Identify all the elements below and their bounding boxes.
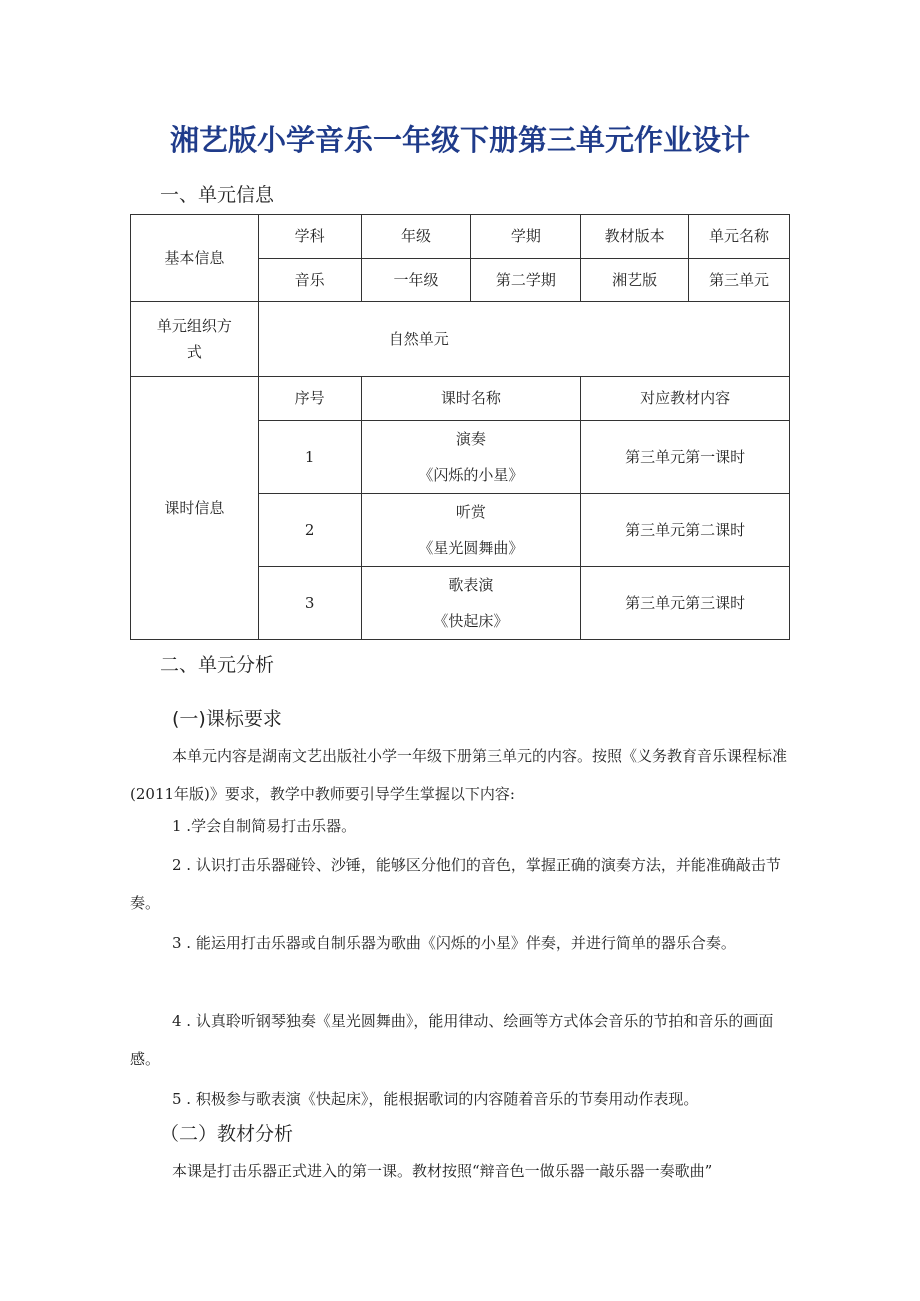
header-cell: 单元名称: [689, 215, 790, 259]
lesson-info-label: 课时信息: [131, 377, 259, 640]
org-label-cell: [131, 302, 259, 377]
org-label-line1: 单元组织方: [156, 317, 232, 335]
header-cell: 教材版本: [581, 215, 689, 259]
lesson-content: 第三单元第三课时: [581, 567, 790, 640]
lesson-name-line2: 《快起床》: [433, 612, 509, 630]
lesson-name-line1: 听赏: [455, 503, 486, 521]
org-value: 自然单元: [388, 329, 449, 348]
org-label-line2: 式: [186, 343, 202, 361]
unit-info-table: [130, 214, 790, 640]
lesson-name-line2: 《闪烁的小星》: [418, 466, 524, 484]
lesson-name-line1: 演奏: [455, 430, 486, 448]
lesson-number: 3: [258, 567, 361, 640]
value-cell: 一年级: [361, 259, 471, 302]
lesson-header-cell: 序号: [258, 377, 361, 421]
paragraph-material: 本课是打击乐器正式进入的第一课。教材按照“辩音色一做乐器一敲乐器一奏歌曲”: [172, 1162, 713, 1180]
lesson-number: 1: [258, 421, 361, 494]
lesson-header-cell: 课时名称: [361, 377, 581, 421]
requirement-item-4: 4 . 认真聆听钢琴独奏《星光圆舞曲》，能用律动、绘画等方式体会音乐的节拍和音乐的画面感。: [130, 1012, 774, 1068]
header-cell: 年级: [361, 215, 471, 259]
lesson-name-cell: [361, 421, 581, 494]
requirement-item-5: 5 . 积极参与歌表演《快起床》，能根据歌词的内容随着音乐的节奏用动作表现。: [172, 1090, 699, 1108]
basic-info-label: 基本信息: [131, 215, 259, 302]
requirement-item-1: 1 .学会自制简易打击乐器。: [172, 817, 357, 835]
subheading-material-analysis: （二）教材分析: [160, 1123, 294, 1145]
lesson-content: 第三单元第一课时: [581, 421, 790, 494]
section-heading-unit-info: 一、单元信息: [160, 184, 275, 206]
lesson-name-cell: [361, 567, 581, 640]
org-value-cell: [258, 302, 789, 377]
lesson-name-line1: 歌表演: [448, 576, 494, 594]
header-cell: 学科: [258, 215, 361, 259]
value-cell: 第二学期: [471, 259, 581, 302]
paragraph-intro: 本单元内容是湖南文艺出版社小学一年级下册第三单元的内容。按照《义务教育音乐课程标准(2011年版)》要求，教学中教师要引导学生掌握以下内容:: [130, 747, 788, 803]
value-cell: 音乐: [258, 259, 361, 302]
requirement-item-3: 3 . 能运用打击乐器或自制乐器为歌曲《闪烁的小星》伴奏，并进行简单的器乐合奏。: [172, 934, 736, 952]
lesson-name-line2: 《星光圆舞曲》: [418, 539, 524, 557]
lesson-number: 2: [258, 494, 361, 567]
value-cell: 湘艺版: [581, 259, 689, 302]
value-cell: 第三单元: [689, 259, 790, 302]
lesson-content: 第三单元第二课时: [581, 494, 790, 567]
document-title: 湘艺版小学音乐一年级下册第三单元作业设计: [169, 123, 750, 157]
header-cell: 学期: [471, 215, 581, 259]
lesson-header-cell: 对应教材内容: [581, 377, 790, 421]
requirement-item-2: 2 . 认识打击乐器碰铃、沙锤，能够区分他们的音色，掌握正确的演奏方法，并能准确敲击节奏。: [130, 856, 781, 912]
subheading-curriculum: (一)课标要求: [172, 708, 282, 730]
section-heading-unit-analysis: 二、单元分析: [160, 654, 275, 676]
lesson-name-cell: [361, 494, 581, 567]
